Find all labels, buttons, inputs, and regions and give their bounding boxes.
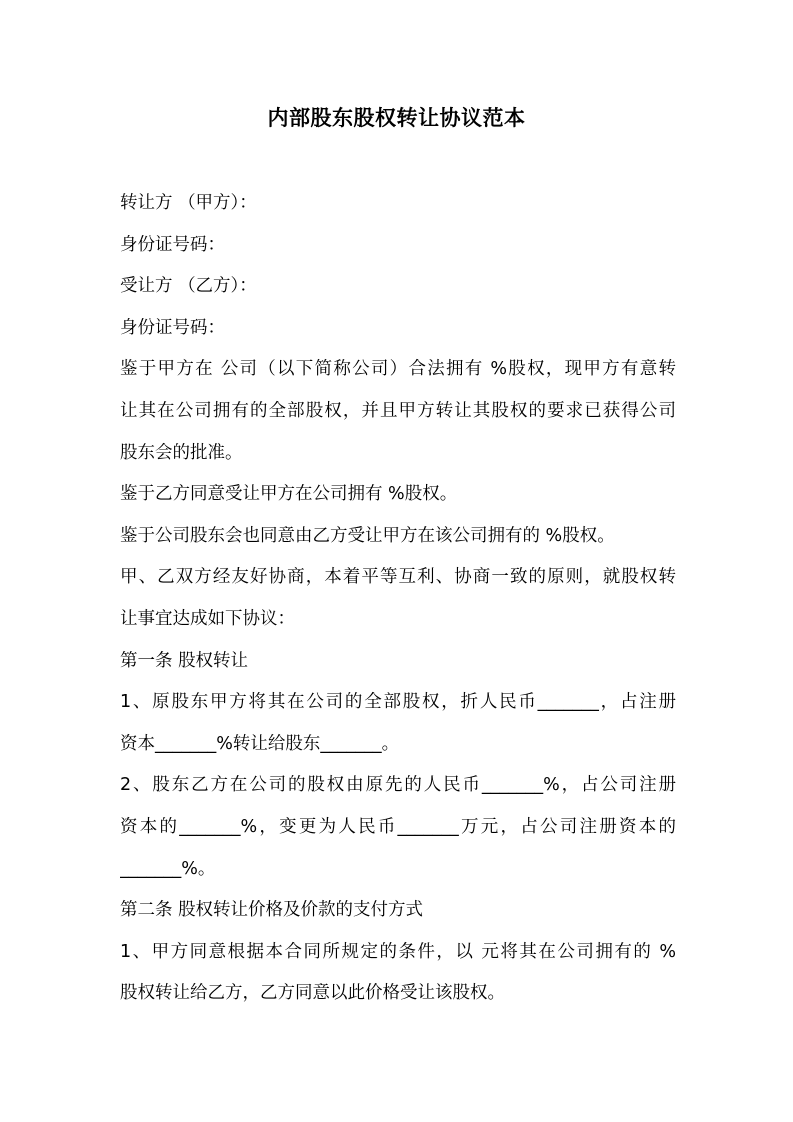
article-1-clause-2-line-2: 资本的_______%，变更为人民币_______万元，占公司注册资本的: [120, 816, 676, 837]
recital-1-line-2: 让其在公司拥有的全部股权，并且甲方转让其股权的要求已获得公司: [120, 400, 676, 421]
article-1-clause-1-line-2: 资本_______%转让给股东_______。: [120, 733, 400, 754]
recital-1-line-3: 股东会的批准。: [120, 442, 243, 463]
transferee-line: 受让方 （乙方）：: [120, 276, 257, 297]
recital-3-line: 鉴于公司股东会也同意由乙方受让甲方在该公司拥有的 %股权。: [120, 525, 615, 546]
recital-2-line: 鉴于乙方同意受让甲方在公司拥有 %股权。: [120, 484, 458, 505]
transferor-id-line: 身份证号码：: [120, 234, 225, 255]
article-2-clause-1-line-2: 股权转让给乙方，乙方同意以此价格受让该股权。: [120, 983, 505, 1004]
document-body: [120, 183, 676, 1015]
article-1-heading: 第一条 股权转让: [120, 650, 249, 671]
recital-1-line-1: 鉴于甲方在 公司（以下简称公司）合法拥有 %股权，现甲方有意转: [120, 359, 676, 380]
article-2-clause-1-line-1: 1、甲方同意根据本合同所规定的条件，以 元将其在公司拥有的 %: [120, 941, 676, 962]
recital-4-line-2: 让事宜达成如下协议：: [120, 608, 295, 629]
transferee-id-line: 身份证号码：: [120, 317, 225, 338]
article-1-clause-2-line-1: 2、股东乙方在公司的股权由原先的人民币_______%，占公司注册: [120, 775, 676, 796]
article-1-clause-1-line-1: 1、原股东甲方将其在公司的全部股权，折人民币_______，占注册: [120, 692, 676, 713]
article-2-heading: 第二条 股权转让价格及价款的支付方式: [120, 900, 424, 921]
article-1-clause-2-line-3: _______%。: [120, 858, 216, 879]
recital-4-line-1: 甲、乙双方经友好协商，本着平等互利、协商一致的原则，就股权转: [120, 567, 676, 588]
document-title: 内部股东股权转让协议范本: [267, 106, 526, 130]
transferor-line: 转让方 （甲方）：: [120, 193, 257, 213]
